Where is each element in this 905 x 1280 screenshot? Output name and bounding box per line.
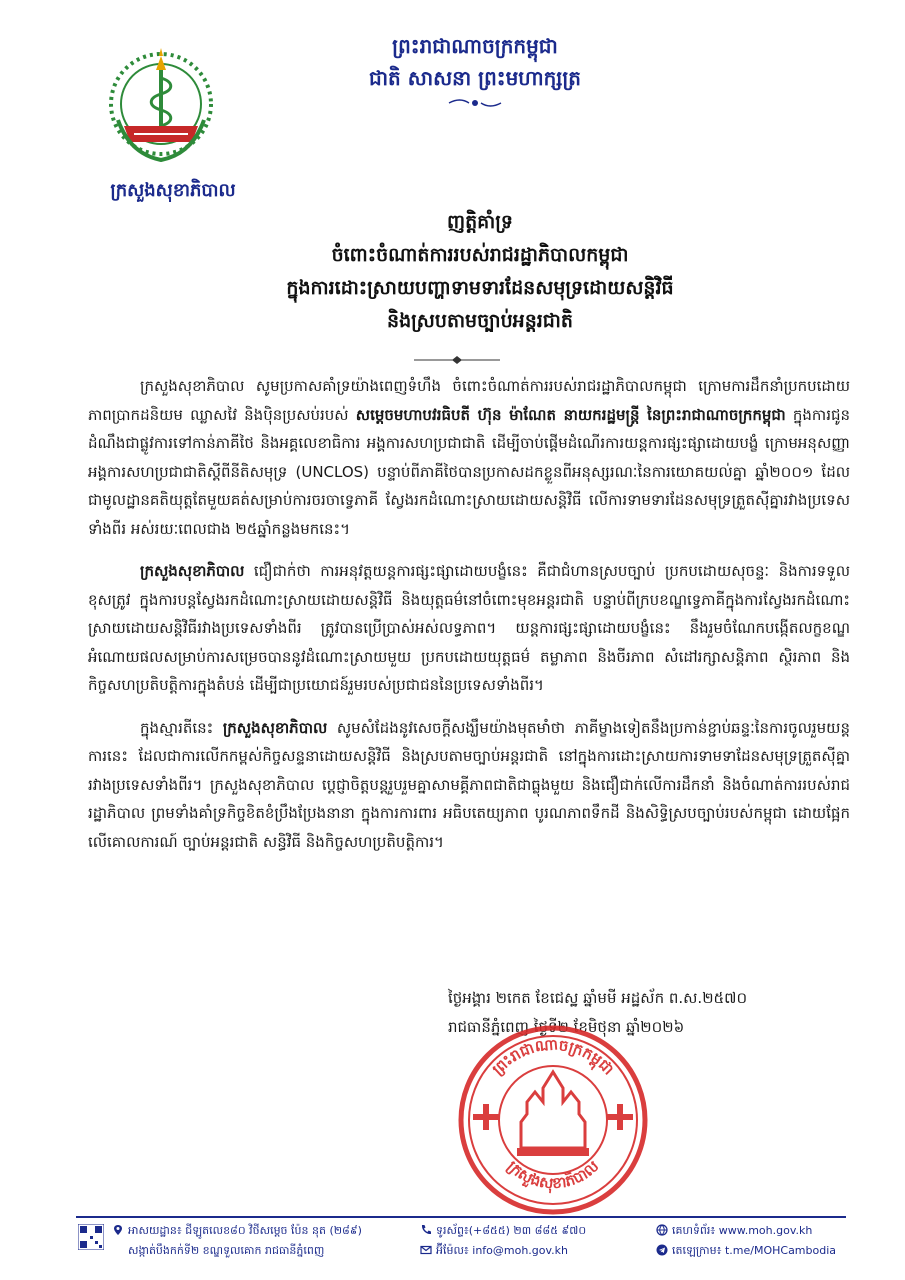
qr-code-icon[interactable] [78, 1224, 104, 1250]
footer-divider [76, 1216, 846, 1218]
ministry-name: ក្រសួងសុខាភិបាល [110, 180, 236, 201]
official-seal-stamp-icon [455, 1022, 651, 1218]
telegram-icon [656, 1244, 668, 1256]
title-line-3: ក្នុងការដោះស្រាយបញ្ហាទាមទារដែនសមុទ្រដោយសន្តិវិធី [286, 277, 674, 299]
phone-icon [420, 1224, 432, 1236]
footer [0, 1212, 905, 1280]
national-motto: ជាតិ សាសនា ព្រះមហាក្សត្រ [369, 66, 581, 90]
paragraph-1: ក្រសួងសុខាភិបាល សូមប្រកាសគាំទ្រយ៉ាងពេញទំហឹង ចំពោះចំណាត់ការរបស់រាជរដ្ឋាភិបាលកម្ពុជា ក្រោមការដឹកនាំប្រកបដោយភាពប្រាកដនិយម ឈ្លាសវៃ និងប៉ិនប្រសប់របស់ សម្តេចមហាបវរធិបតី ហ៊ុន ម៉ាណែត នាយករដ្ឋមន្ត្រី នៃព្រះរាជាណាចក្រកម្ពុជា ក្នុងការជូនដំណឹងជាផ្លូវការទៅកាន់ភាគីថៃ និងអគ្គលេខាធិការ អង្គការសហប្រជាជាតិ ដើម្បីចាប់ផ្តើមដំណើរការយន្តការផ្សះផ្សាដោយបង្ខំ ក្រោមអនុសញ្ញាអង្គការសហប្រជាជាតិស្តីពីនីតិសមុទ្រ (UNCLOS) បន្ទាប់ពីភាគីថៃបានប្រកាសដកខ្លួនពីអនុស្សរណៈនៃការយោគយល់គ្នា ឆ្នាំ២០០១ ដែលជាមូលដ្ឋានគតិយុត្តតែមួយគត់សម្រាប់ការចរចាទ្វេភាគី ស្វែងរកដំណោះស្រាយដោយសន្តិវិធី លើការទាមទារដែនសមុទ្រត្រួតស៊ីគ្នារវាងប្រទេសទាំងពីរ អស់រយៈពេលជាង ២៥ឆ្នាំកន្លងមកនេះ។ [88, 377, 851, 538]
kingdom-header [330, 30, 620, 114]
footer-website[interactable]: គេហទំព័រ៖ www.moh.gov.kh [656, 1224, 812, 1240]
prime-minister-name: សម្តេចមហាបវរធិបតី ហ៊ុន ម៉ាណែត នាយករដ្ឋមន្ត្រី នៃព្រះរាជាណាចក្រកម្ពុជា [355, 405, 786, 424]
title-line-2: ចំពោះចំណាត់ការរបស់រាជរដ្ឋាភិបាលកម្ពុជា [331, 244, 629, 266]
footer-phone[interactable]: ទូរស័ព្ទ៖(+៨៥៥) ២៣ ៨៨៥ ៩៧០ [420, 1224, 586, 1240]
document-title [100, 206, 860, 338]
title-divider-icon [412, 354, 502, 366]
ministry-name-bold: ក្រសួងសុខាភិបាល [222, 718, 328, 737]
ornament-divider-icon [445, 96, 505, 110]
footer-telegram[interactable]: តេឡេក្រាម៖ t.me/MOHCambodia [656, 1244, 836, 1260]
globe-icon [656, 1224, 668, 1236]
footer-address-line2: សង្កាត់បឹងកក់ទី២ ខណ្ឌទួលគោក រាជធានីភ្នំពេញ [128, 1244, 325, 1257]
lunar-date: ថ្ងៃអង្គារ ២កេត ខែជេស្ឋ ឆ្នាំមមី អដ្ឋស័ក ព.ស.២៥៧០ [448, 989, 748, 1007]
title-line-4: និងស្របតាមច្បាប់អន្តរជាតិ [387, 310, 573, 332]
footer-email[interactable]: អ៊ីម៉ែល៖ info@moh.gov.kh [420, 1244, 568, 1260]
svg-text:ក្រសួងសុខាភិបាល [504, 1157, 603, 1194]
paragraph-2: ក្រសួងសុខាភិបាល ជឿជាក់ថា ការអនុវត្តយន្តការផ្សះផ្សាដោយបង្ខំនេះ គឺជាជំហានស្របច្បាប់ ប្រកបដោយសុចន្ទៈ និងការទទួលខុសត្រូវ ក្នុងការបន្តស្វែងរកដំណោះស្រាយដោយសន្តិវិធី និងយុត្តធម៌នៅចំពោះមុខអន្តរជាតិ បន្ទាប់ពីក្របខណ្ឌទ្វេភាគីក្នុងការស្វែងរកដំណោះស្រាយដោយសន្តិវិធីរវាងប្រទេសទាំងពីរ ត្រូវបានប្រើប្រាស់អស់លទ្ធភាព។ យន្តការផ្សះផ្សាដោយបង្ខំនេះ នឹងរួមចំណែកបង្កើតលក្ខខណ្ឌអំណោយផលសម្រាប់ការសម្រេចបាននូវដំណោះស្រាយមួយ ប្រកបដោយយុត្តធម៌ តម្លាភាព និងចីរភាព សំដៅរក្សាសន្តិភាព ស្ថិរភាព និងកិច្ចសហប្រតិបត្តិការក្នុងតំបន់ ដើម្បីជាប្រយោជន៍រួមរបស់ប្រជាជននៃប្រទេសទាំងពីរ។ [88, 562, 850, 694]
paragraph-3: ក្នុងស្មារតីនេះ ក្រសួងសុខាភិបាល សូមសំដែងនូវសេចក្តីសង្ឃឹមយ៉ាងមុតមាំថា ភាគីម្ខាងទៀតនឹងប្រកាន់ខ្ជាប់ឆន្ទៈនៃការចូលរួមយន្តការនេះ ដែលជាការលើកកម្ពស់កិច្ចសន្ទនាដោយសន្តិវិធី និងស្របតាមច្បាប់អន្តរជាតិ នៅក្នុងការដោះស្រាយការទាមទាដែនសមុទ្រត្រួតស៊ីគ្នារវាងប្រទេសទាំងពីរ។ ក្រសួងសុខាភិបាល ប្តេជ្ញាចិត្តបន្តរួបរួមគ្នាសាមគ្គីភាពជាតិជាធ្លុងមួយ និងជឿជាក់លើការដឹកនាំ និងចំណាត់ការរបស់រាជរដ្ឋាភិបាល ព្រមទាំងគាំទ្រកិច្ចខិតខំប្រឹងប្រែងនានា ក្នុងការការពារ អធិបតេយ្យភាព បូរណភាពទឹកដី និងសិទ្ធិស្របច្បាប់របស់កម្ពុជា ដោយផ្អែកលើគោលការណ៍ ច្បាប់អន្តរជាតិ សន្ធិវិធី និងកិច្ចសហប្រតិបត្តិការ។ [88, 718, 850, 851]
seal-text-bottom: ក្រសួងសុខាភិបាល [503, 1157, 603, 1193]
solar-date: រាជធានីភ្នំពេញ ថ្ងៃទី២ ខែមិថុនា ឆ្នាំ២០២៦ [448, 1018, 685, 1036]
location-pin-icon [112, 1224, 124, 1236]
seal-text-top: ព្រះរាជាណាចក្រកម្ពុជា [488, 1035, 618, 1079]
email-icon [420, 1244, 432, 1256]
ministry-name-bold: ក្រសួងសុខាភិបាល [140, 562, 245, 580]
title-line-1: ញត្តិគាំទ្រ [447, 211, 513, 233]
ministry-logo-emblem-icon [100, 42, 222, 174]
footer-address-line1: អាសយដ្ឋាន៖ ជីឡូតលេខ៨០ វិថីសម្តេច ប៉ែន នុត (២៨៩) [112, 1224, 362, 1240]
kingdom-name: ព្រះរាជាណាចក្រកម្ពុជា [392, 34, 558, 58]
statement-body [88, 372, 850, 870]
